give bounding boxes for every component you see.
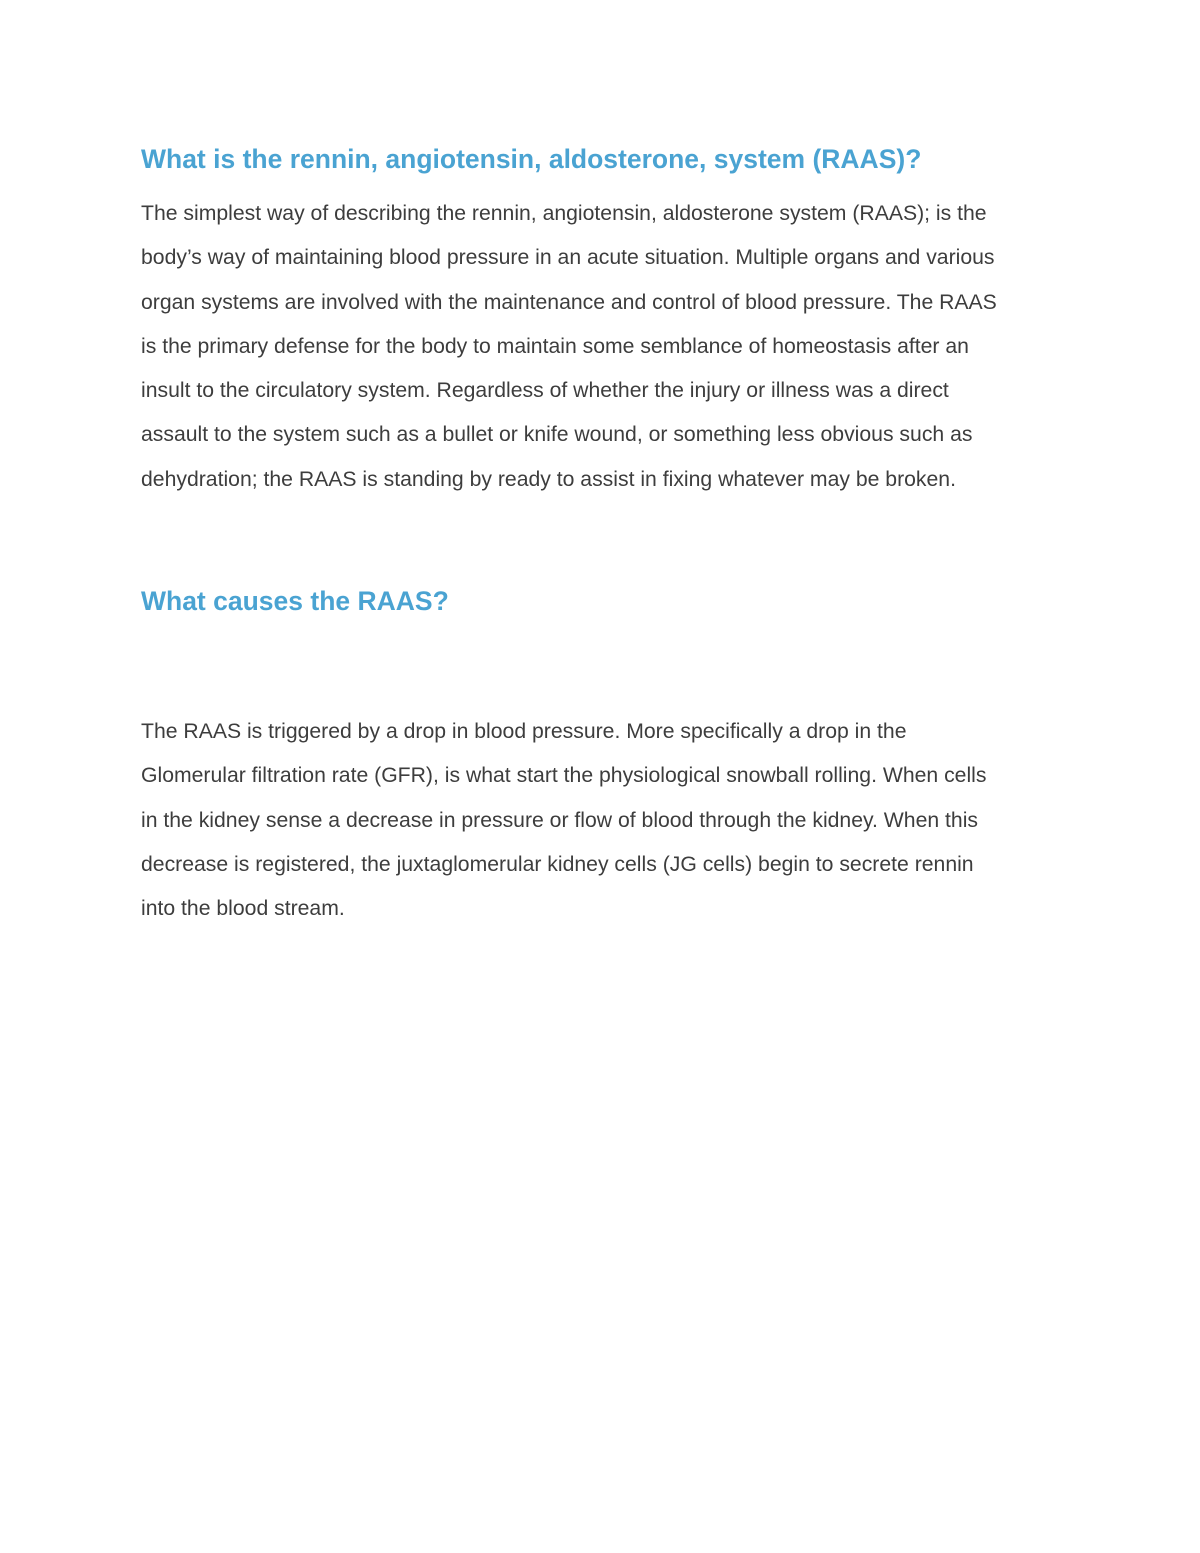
- paragraph-line: The simplest way of describing the rennin, angiotensin, aldosterone system (RAAS); is the: [141, 202, 987, 225]
- paragraph-line: body’s way of maintaining blood pressure in an acute situation. Multiple organs and various: [141, 246, 995, 270]
- paragraph-line: in the kidney sense a decrease in pressure or flow of blood through the kidney. When this: [141, 808, 978, 832]
- paragraph-line: organ systems are involved with the maintenance and control of blood pressure. The RAAS: [141, 290, 997, 314]
- paragraph-line: is the primary defense for the body to maintain some semblance of homeostasis after an: [141, 334, 969, 358]
- section-heading-what-causes-raas: What causes the RAAS?: [141, 586, 449, 617]
- paragraph-line: Glomerular filtration rate (GFR), is what start the physiological snowball rolling. When cells: [141, 764, 987, 788]
- paragraph-line: The RAAS is triggered by a drop in blood pressure. More specifically a drop in the: [141, 720, 907, 744]
- paragraph-line: decrease is registered, the juxtaglomerular kidney cells (JG cells) begin to secrete rennin: [141, 852, 974, 876]
- paragraph-line: assault to the system such as a bullet or knife wound, or something less obvious such as: [141, 423, 973, 447]
- document-content: [141, 140, 1066, 932]
- section-paragraph-what-causes-raas: [141, 710, 1066, 931]
- section-paragraph-what-is-raas: [141, 192, 1066, 502]
- paragraph-line: into the blood stream.: [141, 897, 345, 921]
- section-heading-what-is-raas: What is the rennin, angiotensin, aldosterone, system (RAAS)?: [141, 144, 922, 174]
- paragraph-line: dehydration; the RAAS is standing by ready to assist in fixing whatever may be broken.: [141, 467, 956, 491]
- paragraph-line: insult to the circulatory system. Regardless of whether the injury or illness was a direct: [141, 379, 949, 403]
